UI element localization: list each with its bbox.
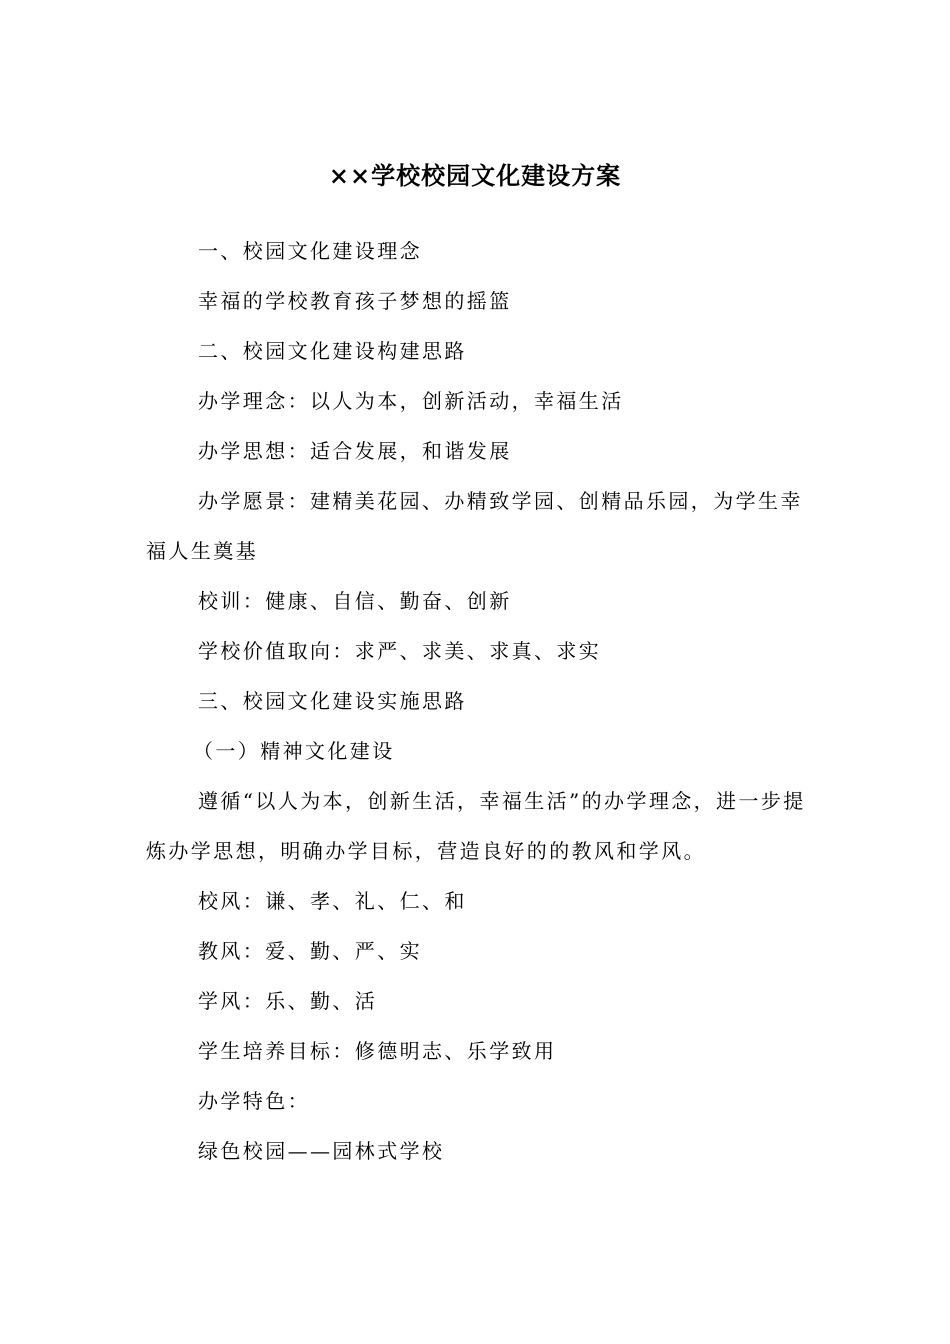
paragraph-subheading-1: （一）精神文化建设 [193, 739, 395, 763]
paragraph-study-style: 学风：乐、勤、活 [198, 989, 378, 1013]
paragraph-spirit-culture: 遵循“以人为本，创新生活，幸福生活”的办学理念，进一步提炼办学思想，明确办学目标，营造良好的的教风和学风。 [146, 789, 806, 863]
paragraph-green-campus: 绿色校园——园林式学校 [198, 1139, 445, 1163]
paragraph-heading-3: 三、校园文化建设实施思路 [198, 689, 467, 713]
paragraph-school-thought: 办学思想：适合发展，和谐发展 [198, 439, 512, 463]
paragraph-school-vision: 办学愿景：建精美花园、办精致学园、创精品乐园，为学生幸福人生奠基 [146, 489, 803, 563]
paragraph-heading-1: 一、校园文化建设理念 [198, 239, 422, 263]
paragraph-school-ethos: 校风：谦、孝、礼、仁、和 [198, 889, 467, 913]
paragraph-school-values: 学校价值取向：求严、求美、求真、求实 [198, 639, 602, 663]
paragraph-school-features: 办学特色： [198, 1089, 310, 1113]
paragraph-school-motto: 校训：健康、自信、勤奋、创新 [198, 589, 512, 613]
document-title: ××学校校园文化建设方案 [328, 161, 622, 190]
paragraph-school-concept: 办学理念：以人为本，创新活动，幸福生活 [198, 389, 624, 413]
paragraph-student-goal: 学生培养目标：修德明志、乐学致用 [198, 1039, 557, 1063]
document-body [146, 226, 806, 1176]
paragraph-teaching-style: 教风：爱、勤、严、实 [198, 939, 422, 963]
paragraph-heading-2: 二、校园文化建设构建思路 [198, 339, 467, 363]
paragraph-philosophy: 幸福的学校教育孩子梦想的摇篮 [198, 289, 512, 313]
